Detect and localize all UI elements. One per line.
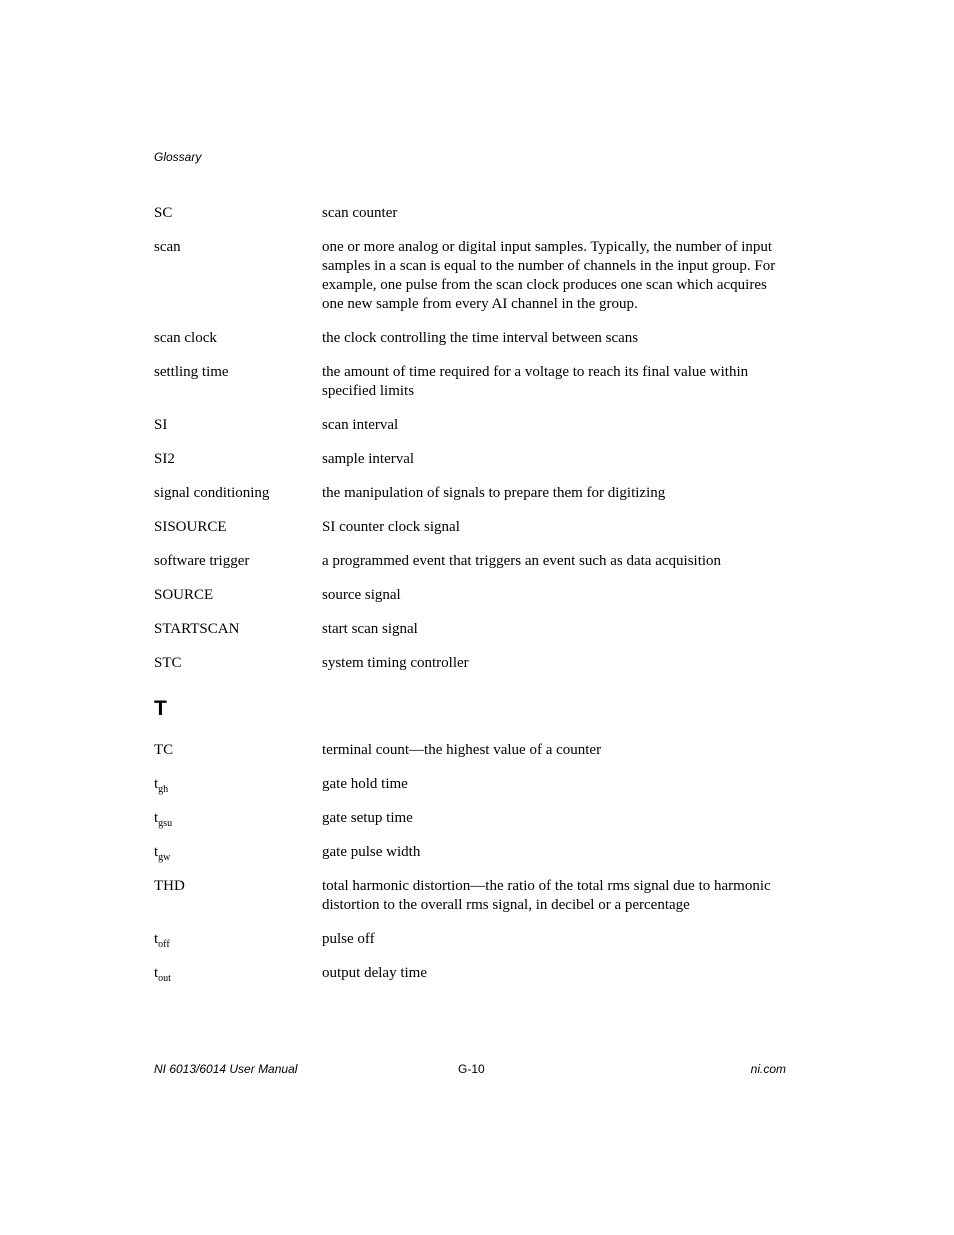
term-text: scan: [154, 239, 181, 255]
glossary-definition: SI counter clock signal: [322, 519, 460, 535]
term-text: STARTSCAN: [154, 621, 240, 637]
glossary-term: [154, 416, 322, 435]
term-text: t: [154, 931, 159, 947]
term-subscript: gsu: [158, 818, 173, 829]
term-subscript: gw: [158, 852, 171, 863]
term-text: scan clock: [154, 330, 217, 346]
glossary-term: [154, 964, 322, 983]
section-letter: T: [154, 697, 167, 720]
term-subscript: off: [158, 939, 170, 950]
glossary-entry: [154, 586, 786, 605]
glossary-entry: [154, 843, 786, 862]
glossary-term: [154, 654, 322, 673]
glossary-term: [154, 363, 322, 382]
glossary-entry: [154, 809, 786, 828]
glossary-definition: sample interval: [322, 451, 415, 467]
glossary-term: [154, 930, 322, 949]
glossary-term: [154, 552, 322, 571]
glossary-term: [154, 238, 322, 257]
term-text: SI2: [154, 451, 175, 467]
glossary-definition: start scan signal: [322, 621, 418, 637]
term-text: STC: [154, 655, 182, 671]
term-text: TC: [154, 742, 174, 758]
glossary-definition: scan counter: [322, 205, 398, 221]
footer-page-number: G-10: [458, 1062, 485, 1076]
glossary-entry: [154, 484, 786, 503]
glossary-definition: source signal: [322, 587, 401, 603]
glossary-definition: one or more analog or digital input samples. Typically, the number of input samples in a scan is equal to the number of channels in the input group. For example, one pulse from the scan clock produces one scan which acquires one new sample from every AI channel in the group.: [322, 239, 776, 312]
glossary-definition: a programmed event that triggers an event such as data acquisition: [322, 553, 722, 569]
glossary-term: [154, 775, 322, 794]
glossary-term: [154, 741, 322, 760]
glossary-definition: scan interval: [322, 417, 399, 433]
term-text: software trigger: [154, 553, 250, 569]
glossary-entry: [154, 775, 786, 794]
glossary-term: [154, 204, 322, 223]
glossary-definition: the clock controlling the time interval between scans: [322, 330, 639, 346]
term-text: SISOURCE: [154, 519, 227, 535]
term-text: THD: [154, 878, 185, 894]
glossary-entry: [154, 620, 786, 639]
term-subscript: out: [158, 973, 171, 984]
page-footer: [154, 1062, 786, 1078]
term-text: t: [154, 776, 159, 792]
term-subscript: gh: [158, 784, 169, 795]
glossary-entry: [154, 741, 786, 760]
glossary-term: [154, 484, 322, 503]
footer-website: ni.com: [750, 1062, 786, 1076]
glossary-entry: [154, 552, 786, 571]
glossary-entry: [154, 329, 786, 348]
glossary-entry: [154, 204, 786, 223]
glossary-term: [154, 450, 322, 469]
glossary-definition: output delay time: [322, 965, 427, 981]
term-text: t: [154, 810, 159, 826]
glossary-term: [154, 586, 322, 605]
glossary-definition: gate pulse width: [322, 844, 421, 860]
term-text: t: [154, 965, 159, 981]
glossary-entry: [154, 238, 786, 314]
glossary-entry: [154, 450, 786, 469]
glossary-entry: [154, 654, 786, 673]
glossary-entry: [154, 964, 786, 983]
footer-manual-title: NI 6013/6014 User Manual: [154, 1062, 298, 1076]
glossary-definition: gate hold time: [322, 776, 408, 792]
glossary-term: [154, 877, 322, 896]
glossary-term: [154, 843, 322, 862]
term-text: SC: [154, 205, 173, 221]
term-text: SOURCE: [154, 587, 214, 603]
term-text: signal conditioning: [154, 485, 270, 501]
running-head: Glossary: [154, 150, 202, 164]
glossary-term: [154, 329, 322, 348]
glossary-entry: [154, 416, 786, 435]
glossary-entry: [154, 518, 786, 537]
term-text: settling time: [154, 364, 229, 380]
glossary-definition: the manipulation of signals to prepare them for digitizing: [322, 485, 666, 501]
glossary-term: [154, 809, 322, 828]
glossary-definition: system timing controller: [322, 655, 469, 671]
glossary-entry: [154, 877, 786, 915]
glossary-definition: pulse off: [322, 931, 375, 947]
glossary-entry: [154, 930, 786, 949]
glossary-definition: total harmonic distortion—the ratio of the total rms signal due to harmonic distortion to the overall rms signal, in decibel or a percentage: [322, 878, 771, 913]
glossary-term: [154, 518, 322, 537]
term-text: t: [154, 844, 159, 860]
glossary-entry: [154, 363, 786, 401]
glossary-definition: gate setup time: [322, 810, 413, 826]
glossary-term: [154, 620, 322, 639]
term-text: SI: [154, 417, 168, 433]
glossary-entries: [154, 204, 786, 998]
glossary-definition: the amount of time required for a voltage to reach its final value within specified limits: [322, 364, 749, 399]
glossary-definition: terminal count—the highest value of a counter: [322, 742, 602, 758]
